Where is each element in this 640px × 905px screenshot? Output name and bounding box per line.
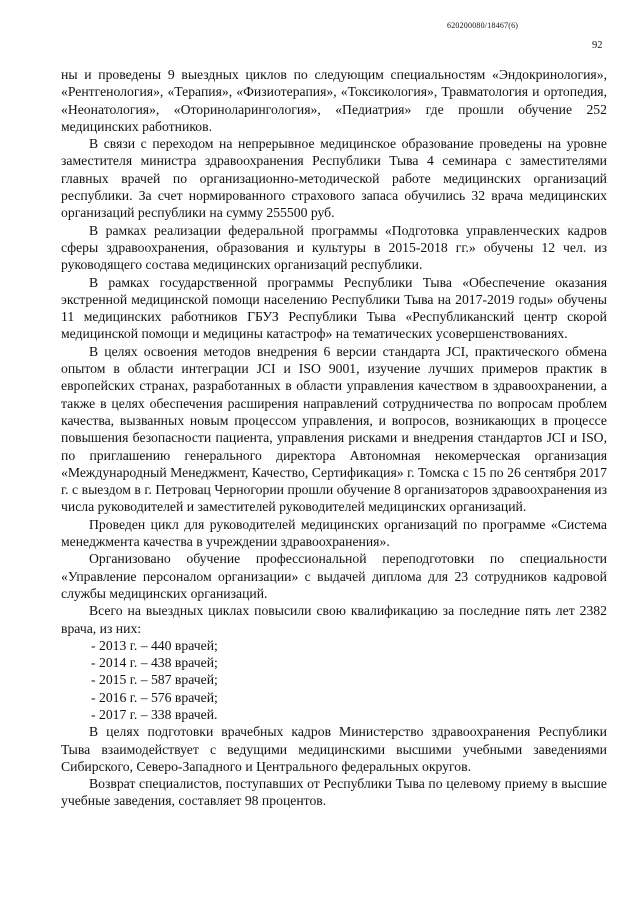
paragraph-7: Организовано обучение профессиональной переподготовки по специальности «Управление персоналом организации» с выдачей диплома для 23 сотрудников кадровой службы медицинских организаций. (61, 551, 607, 601)
doctors-by-year-list (61, 637, 607, 723)
document-code: 620200080/18467(6) (447, 21, 519, 30)
list-item: - 2017 г. – 338 врачей. (91, 706, 218, 722)
paragraph-9: В целях подготовки врачебных кадров Министерство здравоохранения Республики Тыва взаимодействует с ведущими медицинскими высшими учебными заведениями Сибирского, Северо-Западного и Центрального федеральных округов. (61, 724, 607, 774)
list-item: - 2016 г. – 576 врачей; (91, 689, 218, 705)
paragraph-6: Проведен цикл для руководителей медицинских организаций по программе «Система менеджмента качества в учреждении здравоохранения». (61, 516, 607, 550)
paragraph-2: В связи с переходом на непрерывное медицинское образование проведены на уровне заместителя министра здравоохранения Республики Тыва 4 семинара с заместителями главных врачей по организационно-методической работе медицинских организаций республики. За счет нормированного страхового запаса обучились 32 врача медицинских организаций республики на сумму 255500 руб. (61, 136, 607, 221)
page-number: 92 (592, 40, 603, 51)
document-body (61, 66, 607, 810)
paragraph-5: В целях освоения методов внедрения 6 версии стандарта JCI, практического обмена опытом в области интеграции JCI и ISO 9001, изучение лучших примеров практик в европейских странах, разработанных в области управления качеством в здравоохранении, а также в целях обеспечения расширения направлений сотрудничества по вопросам проблем качества, вызванных новым процессом управления, и вопросов, возникающих в процессе повышения безопасности пациента, управления рисками и внедрения стандартов JCI и ISO, по приглашению генерального директора Автономная некомерческая организация «Международный Менеджмент, Качество, Сертификация» г. Томска с 15 по 26 сентября 2017 г. с выездом в г. Петровац Черногории прошли обучение 8 организаторов здравоохранения из числа руководителей и заместителей руководителей медицинских организаций. (61, 343, 607, 515)
list-item: - 2015 г. – 587 врачей; (91, 672, 218, 688)
paragraph-4: В рамках государственной программы Республики Тыва «Обеспечение оказания экстренной медицинской помощи населению Республики Тыва на 2017-2019 годы» обучены 11 медицинских работников ГБУЗ Республики Тыва «Республиканский центр скорой медицинской помощи и медицины катастроф» на тематических усовершенствованиях. (61, 274, 607, 342)
paragraph-1: ны и проведены 9 выездных циклов по следующим специальностям «Эндокринология», «Рентгенология», «Терапия», «Физиотерапия», «Токсикология», Травматология и ортопедия, «Неонатология», «Оториноларингология», «Педиатрия» где прошли обучение 252 медицинских работников. (61, 67, 607, 134)
list-item: - 2013 г. – 440 врачей; (91, 637, 218, 653)
paragraph-3: В рамках реализации федеральной программы «Подготовка управленческих кадров сферы здравоохранения, образования и культуры в 2015-2018 гг.» обучены 12 чел. из руководящего состава медицинских организаций республики. (61, 222, 607, 273)
paragraph-10: Возврат специалистов, поступавших от Республики Тыва по целевому приему в высшие учебные заведения, составляет 98 процентов. (61, 776, 607, 809)
list-item: - 2014 г. – 438 врачей; (91, 655, 218, 671)
paragraph-8: Всего на выездных циклах повысили свою квалификацию за последние пять лет 2382 врача, из них: (61, 603, 607, 636)
